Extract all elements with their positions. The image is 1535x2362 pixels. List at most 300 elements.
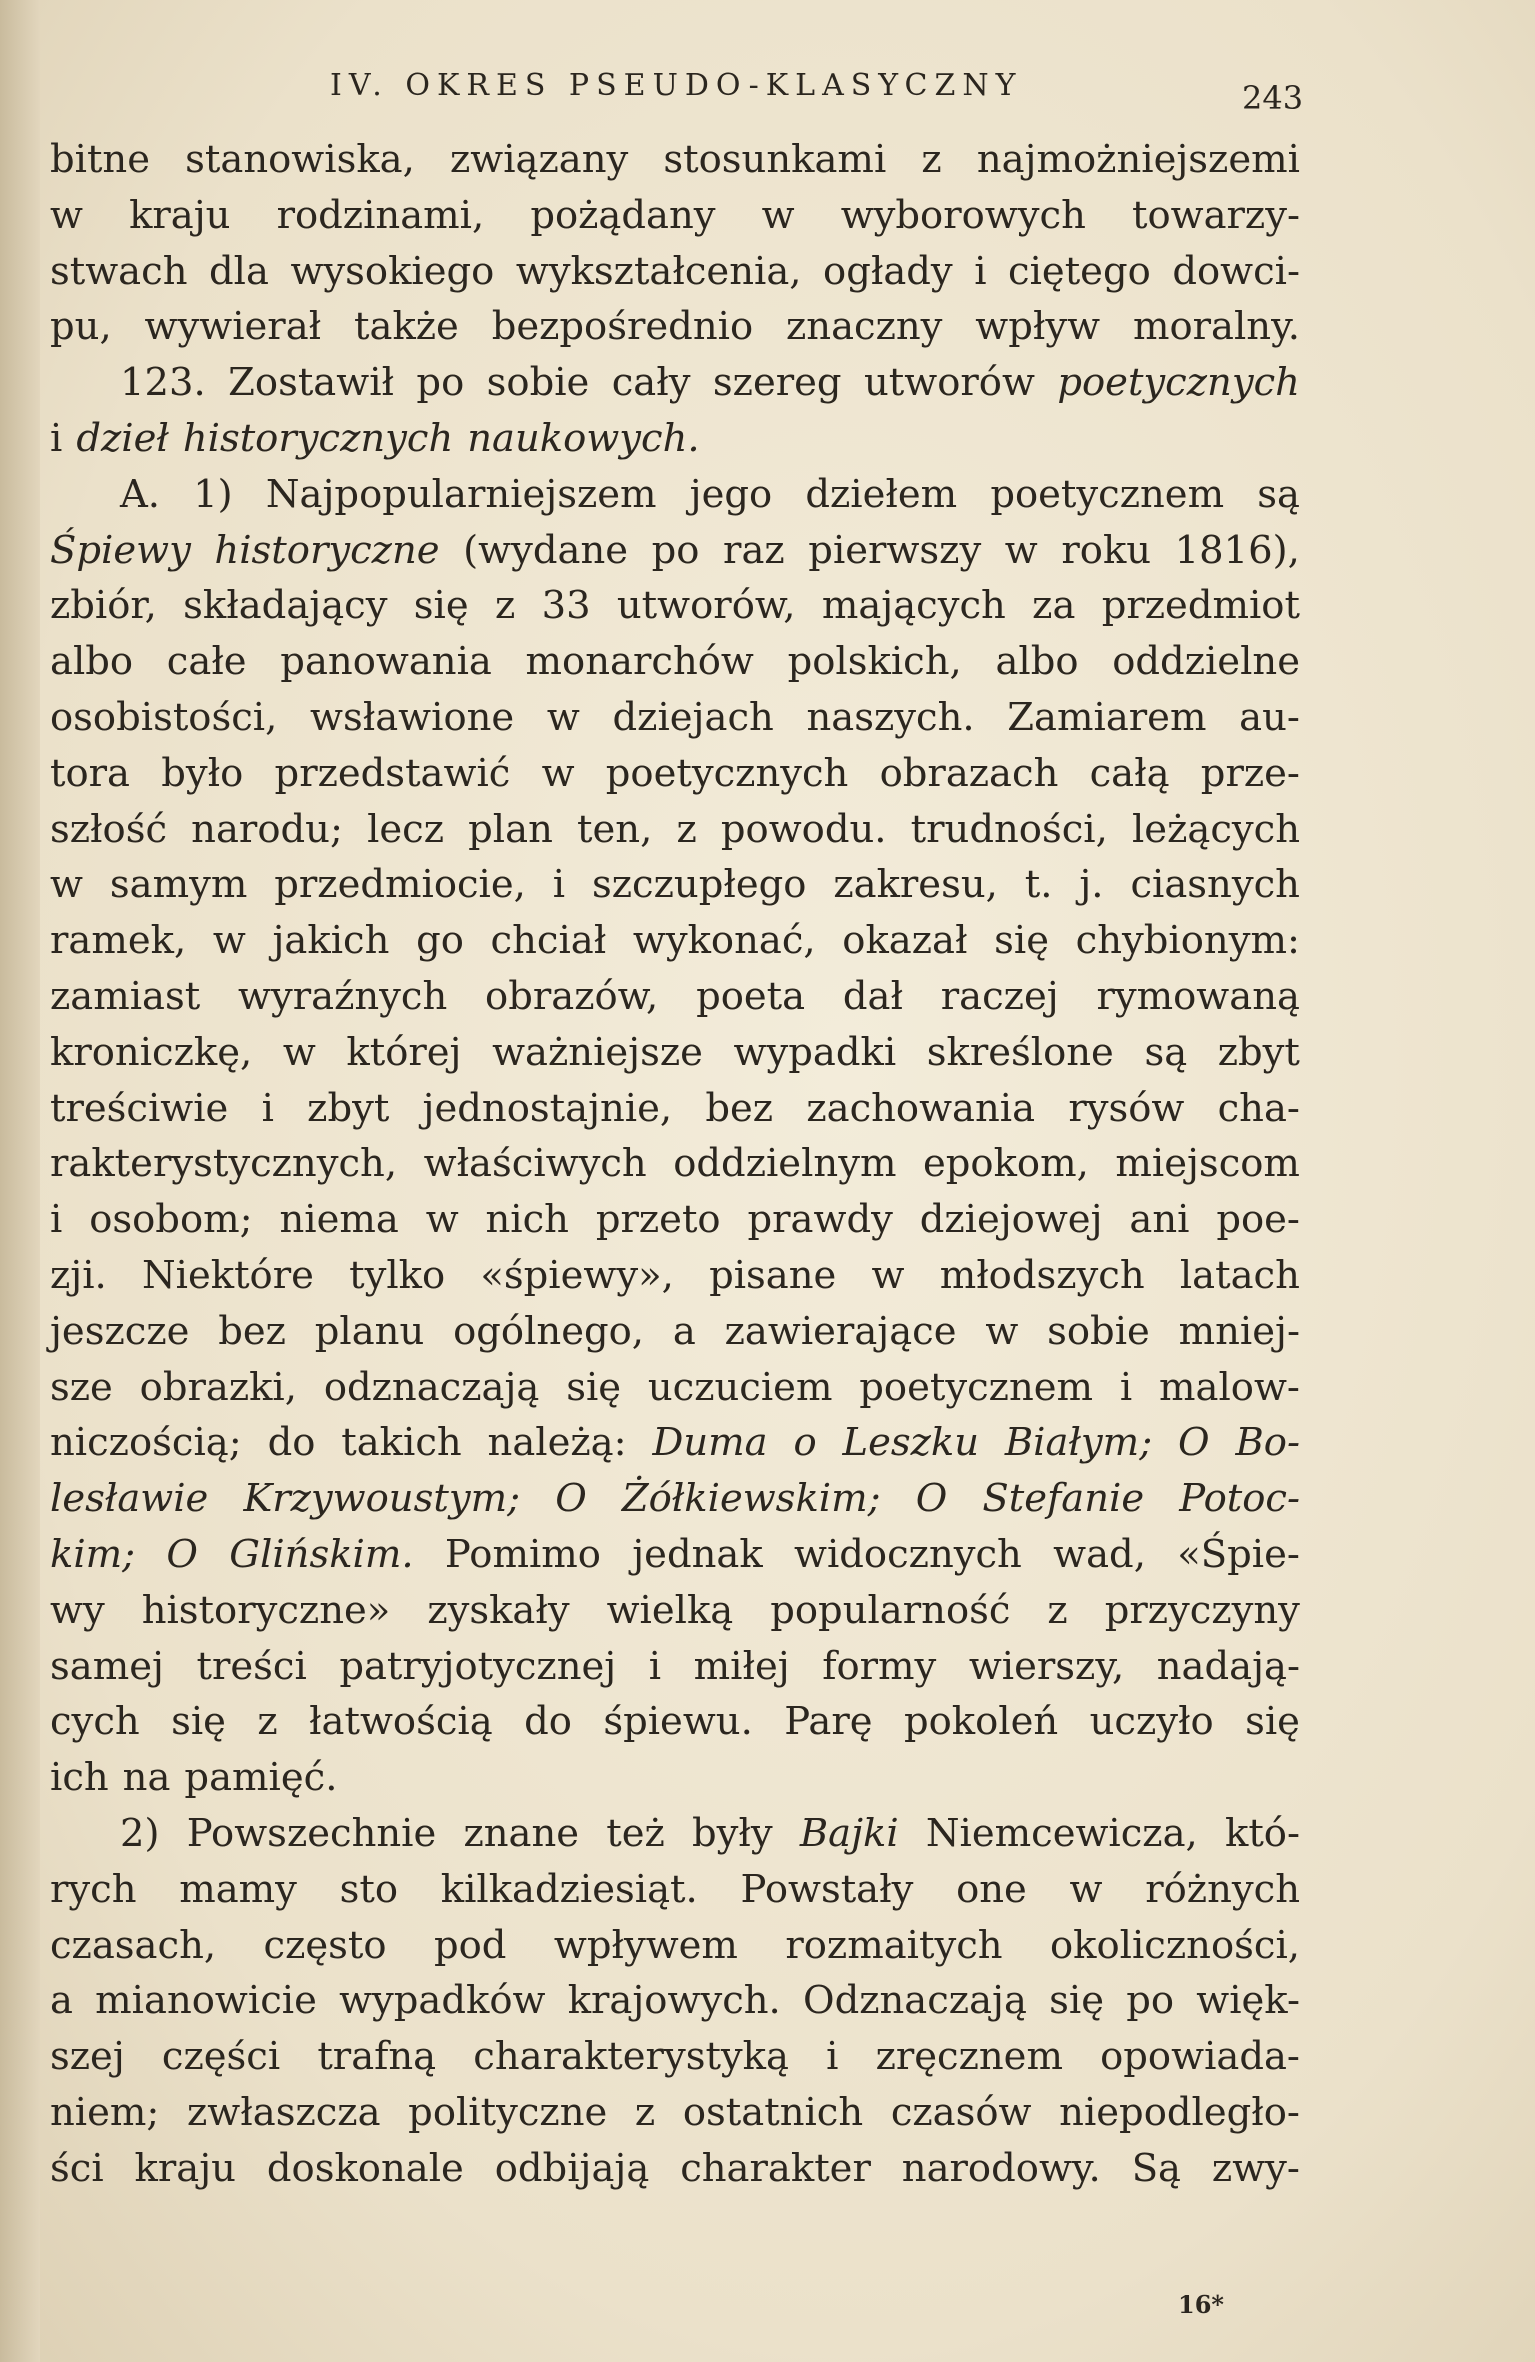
- word: i: [50, 1197, 63, 1243]
- text-line: [50, 1192, 1300, 1248]
- word: zbiór,: [50, 583, 157, 629]
- word: kraju: [134, 2145, 236, 2191]
- word: Potoc-: [1179, 1476, 1300, 1522]
- text-line: [50, 690, 1300, 746]
- word: składający: [183, 583, 388, 629]
- word: jednak: [632, 1531, 763, 1577]
- word: O: [1178, 1420, 1210, 1466]
- word: niem;: [50, 2089, 160, 2135]
- body-text: [50, 132, 1300, 2196]
- word: w: [546, 694, 580, 740]
- word: Krzywoustym;: [243, 1476, 521, 1522]
- word: się: [1245, 1699, 1300, 1745]
- word: utworów: [863, 360, 1035, 406]
- word: chciał: [490, 918, 607, 964]
- word: sobie: [1047, 1308, 1150, 1354]
- word: rodzinami,: [276, 192, 485, 238]
- word: pożądany: [530, 192, 716, 238]
- word: dziełem: [805, 471, 958, 517]
- word: prze-: [1200, 750, 1300, 796]
- word: wywierał: [144, 304, 322, 350]
- word: w: [1004, 527, 1038, 573]
- word: planu: [314, 1308, 425, 1354]
- word: uczuciem: [647, 1364, 833, 1410]
- word: całą: [1089, 750, 1170, 796]
- word: panowania: [280, 639, 492, 685]
- word: były: [692, 1810, 773, 1856]
- word: towarzy-: [1131, 192, 1300, 238]
- word: Parę: [784, 1699, 873, 1745]
- word: poetycznych: [605, 750, 849, 796]
- word: odbijają: [494, 2145, 650, 2191]
- text-line: [50, 1918, 1300, 1974]
- word: skreślone: [926, 1029, 1114, 1075]
- word: wykonać,: [632, 918, 816, 964]
- word: epokom,: [922, 1141, 1089, 1187]
- word: wy: [50, 1587, 105, 1633]
- word: zbyt: [307, 1085, 390, 1131]
- word: patryjotycznej: [339, 1643, 617, 1689]
- word: go: [416, 918, 464, 964]
- text-line: [50, 1527, 1300, 1583]
- text-line: [50, 913, 1300, 969]
- text-line: [50, 2141, 1300, 2197]
- word: charakter: [680, 2145, 871, 2191]
- text-line: [50, 578, 1300, 634]
- word: mianowicie: [95, 1978, 317, 2024]
- word: niepodległo-: [1059, 2089, 1300, 2135]
- word: i: [261, 1085, 274, 1131]
- word: a: [50, 1978, 73, 2024]
- word: szłość: [50, 806, 168, 852]
- word: stanowiska,: [185, 137, 415, 182]
- word: znaczny: [785, 304, 943, 350]
- word: poetycznem: [859, 1364, 1094, 1410]
- word: są: [1144, 1029, 1188, 1075]
- word: 33: [541, 583, 591, 629]
- word: wsławione: [310, 694, 515, 740]
- word: przyczyny: [1104, 1587, 1300, 1633]
- word: dał: [842, 973, 903, 1019]
- text-line: [50, 244, 1300, 300]
- word: rysów: [1068, 1085, 1185, 1131]
- word: osobom;: [89, 1197, 253, 1243]
- word: wypadków: [339, 1978, 546, 2024]
- word: której: [346, 1029, 462, 1075]
- word: wpływ: [975, 304, 1101, 350]
- word: pisane: [709, 1252, 837, 1298]
- word: ogłady: [823, 248, 953, 294]
- word: «Śpie-: [1177, 1531, 1300, 1577]
- word: poe-: [1216, 1197, 1300, 1243]
- word: sobie: [486, 360, 590, 406]
- word: okoliczności,: [1049, 1922, 1300, 1968]
- word: obrazach: [879, 750, 1059, 796]
- word: O: [166, 1531, 198, 1577]
- word: czasów: [890, 2089, 1032, 2135]
- text-line: [50, 1583, 1300, 1639]
- word: wykształcenia,: [515, 248, 802, 294]
- word: z: [1047, 1587, 1068, 1633]
- text-line: [50, 299, 1300, 355]
- word: lecz: [367, 806, 445, 852]
- word: z: [494, 583, 516, 629]
- word: j.: [1079, 862, 1104, 908]
- word: widocznych: [794, 1531, 1022, 1577]
- word: pu,: [50, 304, 112, 350]
- word: utworów,: [616, 583, 796, 629]
- word: do: [267, 1420, 316, 1466]
- word: naukowych.: [467, 415, 700, 461]
- text-line: [50, 1806, 1300, 1862]
- word: należą:: [487, 1420, 627, 1466]
- word: samej: [50, 1643, 164, 1689]
- word: i: [1119, 1364, 1133, 1410]
- word: ciętego: [1008, 248, 1151, 294]
- word: przedmiocie,: [274, 862, 526, 908]
- word: latach: [1179, 1252, 1300, 1298]
- word: A.: [120, 471, 161, 517]
- text-line: [50, 132, 1300, 188]
- word: ści: [50, 2145, 104, 2191]
- word: zakresu,: [833, 862, 998, 908]
- word: wad,: [1053, 1531, 1146, 1577]
- word: się: [171, 1699, 226, 1745]
- word: do: [524, 1699, 572, 1745]
- signature-mark: 16*: [1178, 2290, 1224, 2319]
- word: za: [1032, 583, 1076, 629]
- text-line: [50, 523, 1300, 579]
- text-line: [50, 746, 1300, 802]
- word: au-: [1239, 694, 1300, 740]
- word: młodszych: [939, 1252, 1145, 1298]
- word: w: [871, 1252, 905, 1298]
- word: O: [915, 1476, 948, 1522]
- text-line: [50, 188, 1300, 244]
- word: się: [1049, 1978, 1104, 2024]
- word: Powszechnie: [186, 1810, 437, 1856]
- word: okazał: [842, 918, 968, 964]
- word: polskich,: [787, 639, 962, 685]
- word: sze: [50, 1364, 113, 1410]
- word: Duma: [652, 1420, 768, 1466]
- word: 2): [120, 1810, 160, 1856]
- word: ważniejsze: [492, 1029, 703, 1075]
- word: Pomimo: [444, 1531, 601, 1577]
- word: Odznaczają: [803, 1978, 1027, 2024]
- word: raczej: [940, 973, 1059, 1019]
- word: i: [648, 1643, 662, 1689]
- word: się: [566, 1364, 622, 1410]
- word: charakterystyką: [473, 2034, 789, 2080]
- page-header: [0, 66, 1535, 126]
- word: Glińskim.: [229, 1531, 414, 1577]
- word: samym: [109, 862, 248, 908]
- word: zamiast: [50, 973, 201, 1019]
- word: zwy-: [1211, 2145, 1300, 2191]
- word: przedstawić: [274, 750, 511, 796]
- word: kilkadziesiąt.: [440, 1866, 698, 1912]
- word: ich: [50, 1755, 109, 1801]
- word: sto: [339, 1866, 399, 1912]
- word: w: [541, 750, 575, 796]
- text-line: [50, 1471, 1300, 1527]
- text-line: [50, 1248, 1300, 1304]
- text-line: [50, 969, 1300, 1025]
- word: są: [1257, 471, 1300, 517]
- word: historyczne: [214, 527, 440, 573]
- word: szej: [50, 2034, 125, 2080]
- word: zyskały: [427, 1587, 570, 1633]
- word: o: [793, 1420, 817, 1466]
- word: mamy: [179, 1866, 297, 1912]
- word: przeto: [595, 1197, 721, 1243]
- word: po: [416, 360, 465, 406]
- word: dzieł: [76, 415, 169, 461]
- word: miejscom: [1115, 1141, 1300, 1187]
- word: poetycznem: [990, 471, 1225, 517]
- word: formy: [822, 1643, 937, 1689]
- word: najmożniejszemi: [976, 137, 1300, 182]
- word: kraju: [129, 192, 231, 238]
- word: obrazów,: [485, 973, 659, 1019]
- word: mniej-: [1178, 1308, 1300, 1354]
- word: mających: [821, 583, 1006, 629]
- word: zwłaszcza: [187, 2089, 381, 2135]
- running-head: IV. OKRES PSEUDO-KLASYCZNY: [330, 68, 1023, 103]
- word: trudności,: [910, 806, 1108, 852]
- word: dziejowej: [919, 1197, 1103, 1243]
- text-line: [50, 1360, 1300, 1416]
- word: naszych.: [806, 694, 975, 740]
- word: uczyło: [1089, 1699, 1214, 1745]
- text-line: [50, 1081, 1300, 1137]
- word: często: [263, 1922, 387, 1968]
- word: wyborowych: [840, 192, 1086, 238]
- word: łatwością: [309, 1699, 493, 1745]
- text-line: [50, 1973, 1300, 2029]
- word: treściwie: [50, 1085, 229, 1131]
- text-line: [50, 2029, 1300, 2085]
- page-gutter: [0, 0, 40, 2362]
- word: rymowaną: [1096, 973, 1300, 1019]
- word: zbyt: [1217, 1029, 1300, 1075]
- word: w: [761, 192, 795, 238]
- word: popularność: [770, 1587, 1011, 1633]
- word: i: [826, 2034, 839, 2080]
- word: trafną: [317, 2034, 437, 2080]
- word: odznaczają: [323, 1364, 540, 1410]
- text-line: [50, 1862, 1300, 1918]
- word: z: [257, 1699, 278, 1745]
- word: 1): [193, 471, 233, 517]
- word: się: [413, 583, 469, 629]
- text-line: [50, 1304, 1300, 1360]
- word: Śpiewy: [50, 527, 191, 573]
- word: bez: [705, 1085, 774, 1131]
- text-line: [50, 355, 1300, 411]
- word: niema: [279, 1197, 399, 1243]
- word: także: [354, 304, 459, 350]
- word: wyraźnych: [238, 973, 448, 1019]
- text-line: [50, 1694, 1300, 1750]
- word: wierszy,: [968, 1643, 1125, 1689]
- word: nich: [485, 1197, 569, 1243]
- word: Powstały: [740, 1866, 914, 1912]
- text-line: [50, 467, 1300, 523]
- word: albo: [995, 639, 1079, 685]
- word: nadają-: [1156, 1643, 1300, 1689]
- text-line: [50, 411, 1300, 467]
- word: przedmiot: [1101, 583, 1300, 629]
- word: w: [50, 862, 83, 908]
- word: leżących: [1131, 806, 1300, 852]
- text-line: [50, 802, 1300, 858]
- word: niczością;: [50, 1420, 242, 1466]
- word: jego: [689, 471, 773, 517]
- word: obrazki,: [139, 1364, 297, 1410]
- word: prawdy: [747, 1197, 893, 1243]
- word: Leszku: [842, 1420, 980, 1466]
- word: osobistości,: [50, 694, 278, 740]
- word: roku: [1061, 527, 1152, 573]
- word: malow-: [1159, 1364, 1300, 1410]
- word: chybionym:: [1075, 918, 1300, 964]
- word: z: [634, 2089, 656, 2135]
- word: z: [921, 137, 942, 182]
- word: stwach: [50, 248, 188, 294]
- word: moralny.: [1132, 304, 1300, 350]
- word: Niektóre: [141, 1252, 314, 1298]
- word: Są: [1131, 2145, 1182, 2191]
- word: pod: [433, 1922, 507, 1968]
- text-line: [50, 857, 1300, 913]
- word: całe: [166, 639, 247, 685]
- word: ciasnych: [1130, 862, 1300, 908]
- word: one: [956, 1866, 1027, 1912]
- word: bezpośrednio: [491, 304, 754, 350]
- word: w: [425, 1197, 459, 1243]
- word: dowci-: [1172, 248, 1300, 294]
- word: zawierające: [724, 1308, 957, 1354]
- word: doskonale: [266, 2145, 464, 2191]
- word: Żółkiewskim;: [621, 1476, 881, 1522]
- word: różnych: [1145, 1866, 1300, 1912]
- word: rych: [50, 1866, 137, 1912]
- word: czasach,: [50, 1922, 217, 1968]
- word: wypadki: [733, 1029, 897, 1075]
- word: ramek,: [50, 918, 187, 964]
- word: raz: [723, 527, 785, 573]
- word: w: [282, 1029, 316, 1075]
- word: ogólnego,: [453, 1308, 645, 1354]
- word: związany: [449, 137, 629, 182]
- word: z: [676, 806, 697, 852]
- word: cha-: [1217, 1085, 1300, 1131]
- word: jeszcze: [50, 1308, 190, 1354]
- word: zręcznem: [875, 2034, 1063, 2080]
- word: cych: [50, 1699, 140, 1745]
- page-number: 243: [1242, 79, 1304, 117]
- word: oddzielnym: [673, 1141, 897, 1187]
- word: Bajki: [799, 1810, 899, 1856]
- word: któ-: [1224, 1810, 1300, 1856]
- text-line: [50, 634, 1300, 690]
- word: wysokiego: [290, 248, 495, 294]
- word: a: [672, 1308, 696, 1354]
- word: bez: [218, 1308, 286, 1354]
- word: w: [212, 918, 246, 964]
- text-line: [50, 1750, 1300, 1806]
- word: powodu.: [720, 806, 887, 852]
- word: dziejach: [612, 694, 774, 740]
- word: znane: [463, 1810, 580, 1856]
- word: i: [50, 415, 63, 461]
- word: bitne: [50, 137, 151, 182]
- text-line: [50, 1415, 1300, 1471]
- word: tylko: [349, 1252, 446, 1298]
- word: historycznych: [182, 415, 454, 461]
- word: rozmaitych: [785, 1922, 1003, 1968]
- word: polityczne: [408, 2089, 608, 2135]
- word: «śpiewy»,: [480, 1252, 674, 1298]
- word: takich: [341, 1420, 462, 1466]
- word: śpiewu.: [603, 1699, 753, 1745]
- word: O: [555, 1476, 587, 1522]
- word: i: [974, 248, 987, 294]
- word: treści: [196, 1643, 307, 1689]
- text-line: [50, 1639, 1300, 1695]
- word: części: [161, 2034, 281, 2080]
- word: w: [1069, 1866, 1103, 1912]
- word: rakterystycznych,: [50, 1141, 398, 1187]
- word: tora: [50, 750, 131, 796]
- word: miłej: [693, 1643, 790, 1689]
- word: właściwych: [423, 1141, 647, 1187]
- word: się: [994, 918, 1049, 964]
- word: ostatnich: [682, 2089, 864, 2135]
- word: pokoleń: [903, 1699, 1059, 1745]
- word: t.: [1024, 862, 1053, 908]
- word: (wydane: [463, 527, 629, 573]
- text-line: [50, 2085, 1300, 2141]
- word: dla: [209, 248, 269, 294]
- word: opowiada-: [1100, 2034, 1300, 2080]
- word: kim;: [50, 1531, 136, 1577]
- word: lesławie: [50, 1476, 209, 1522]
- word: plan: [468, 806, 553, 852]
- text-line: [50, 1136, 1300, 1192]
- word: było: [161, 750, 244, 796]
- word: Najpopularniejszem: [265, 471, 657, 517]
- word: monarchów: [525, 639, 754, 685]
- word: szereg: [712, 360, 842, 406]
- word: krajowych.: [567, 1978, 781, 2024]
- word: też: [606, 1810, 665, 1856]
- word: Białym;: [1004, 1420, 1153, 1466]
- word: kroniczkę,: [50, 1029, 253, 1075]
- word: poeta: [696, 973, 806, 1019]
- word: Zostawił: [228, 360, 395, 406]
- word: po: [651, 527, 700, 573]
- word: i: [552, 862, 566, 908]
- word: na: [122, 1755, 171, 1801]
- word: narodowy.: [901, 2145, 1101, 2191]
- word: poetycznych: [1057, 360, 1300, 406]
- word: albo: [50, 639, 134, 685]
- word: wielką: [606, 1587, 734, 1633]
- text-line: [50, 1025, 1300, 1081]
